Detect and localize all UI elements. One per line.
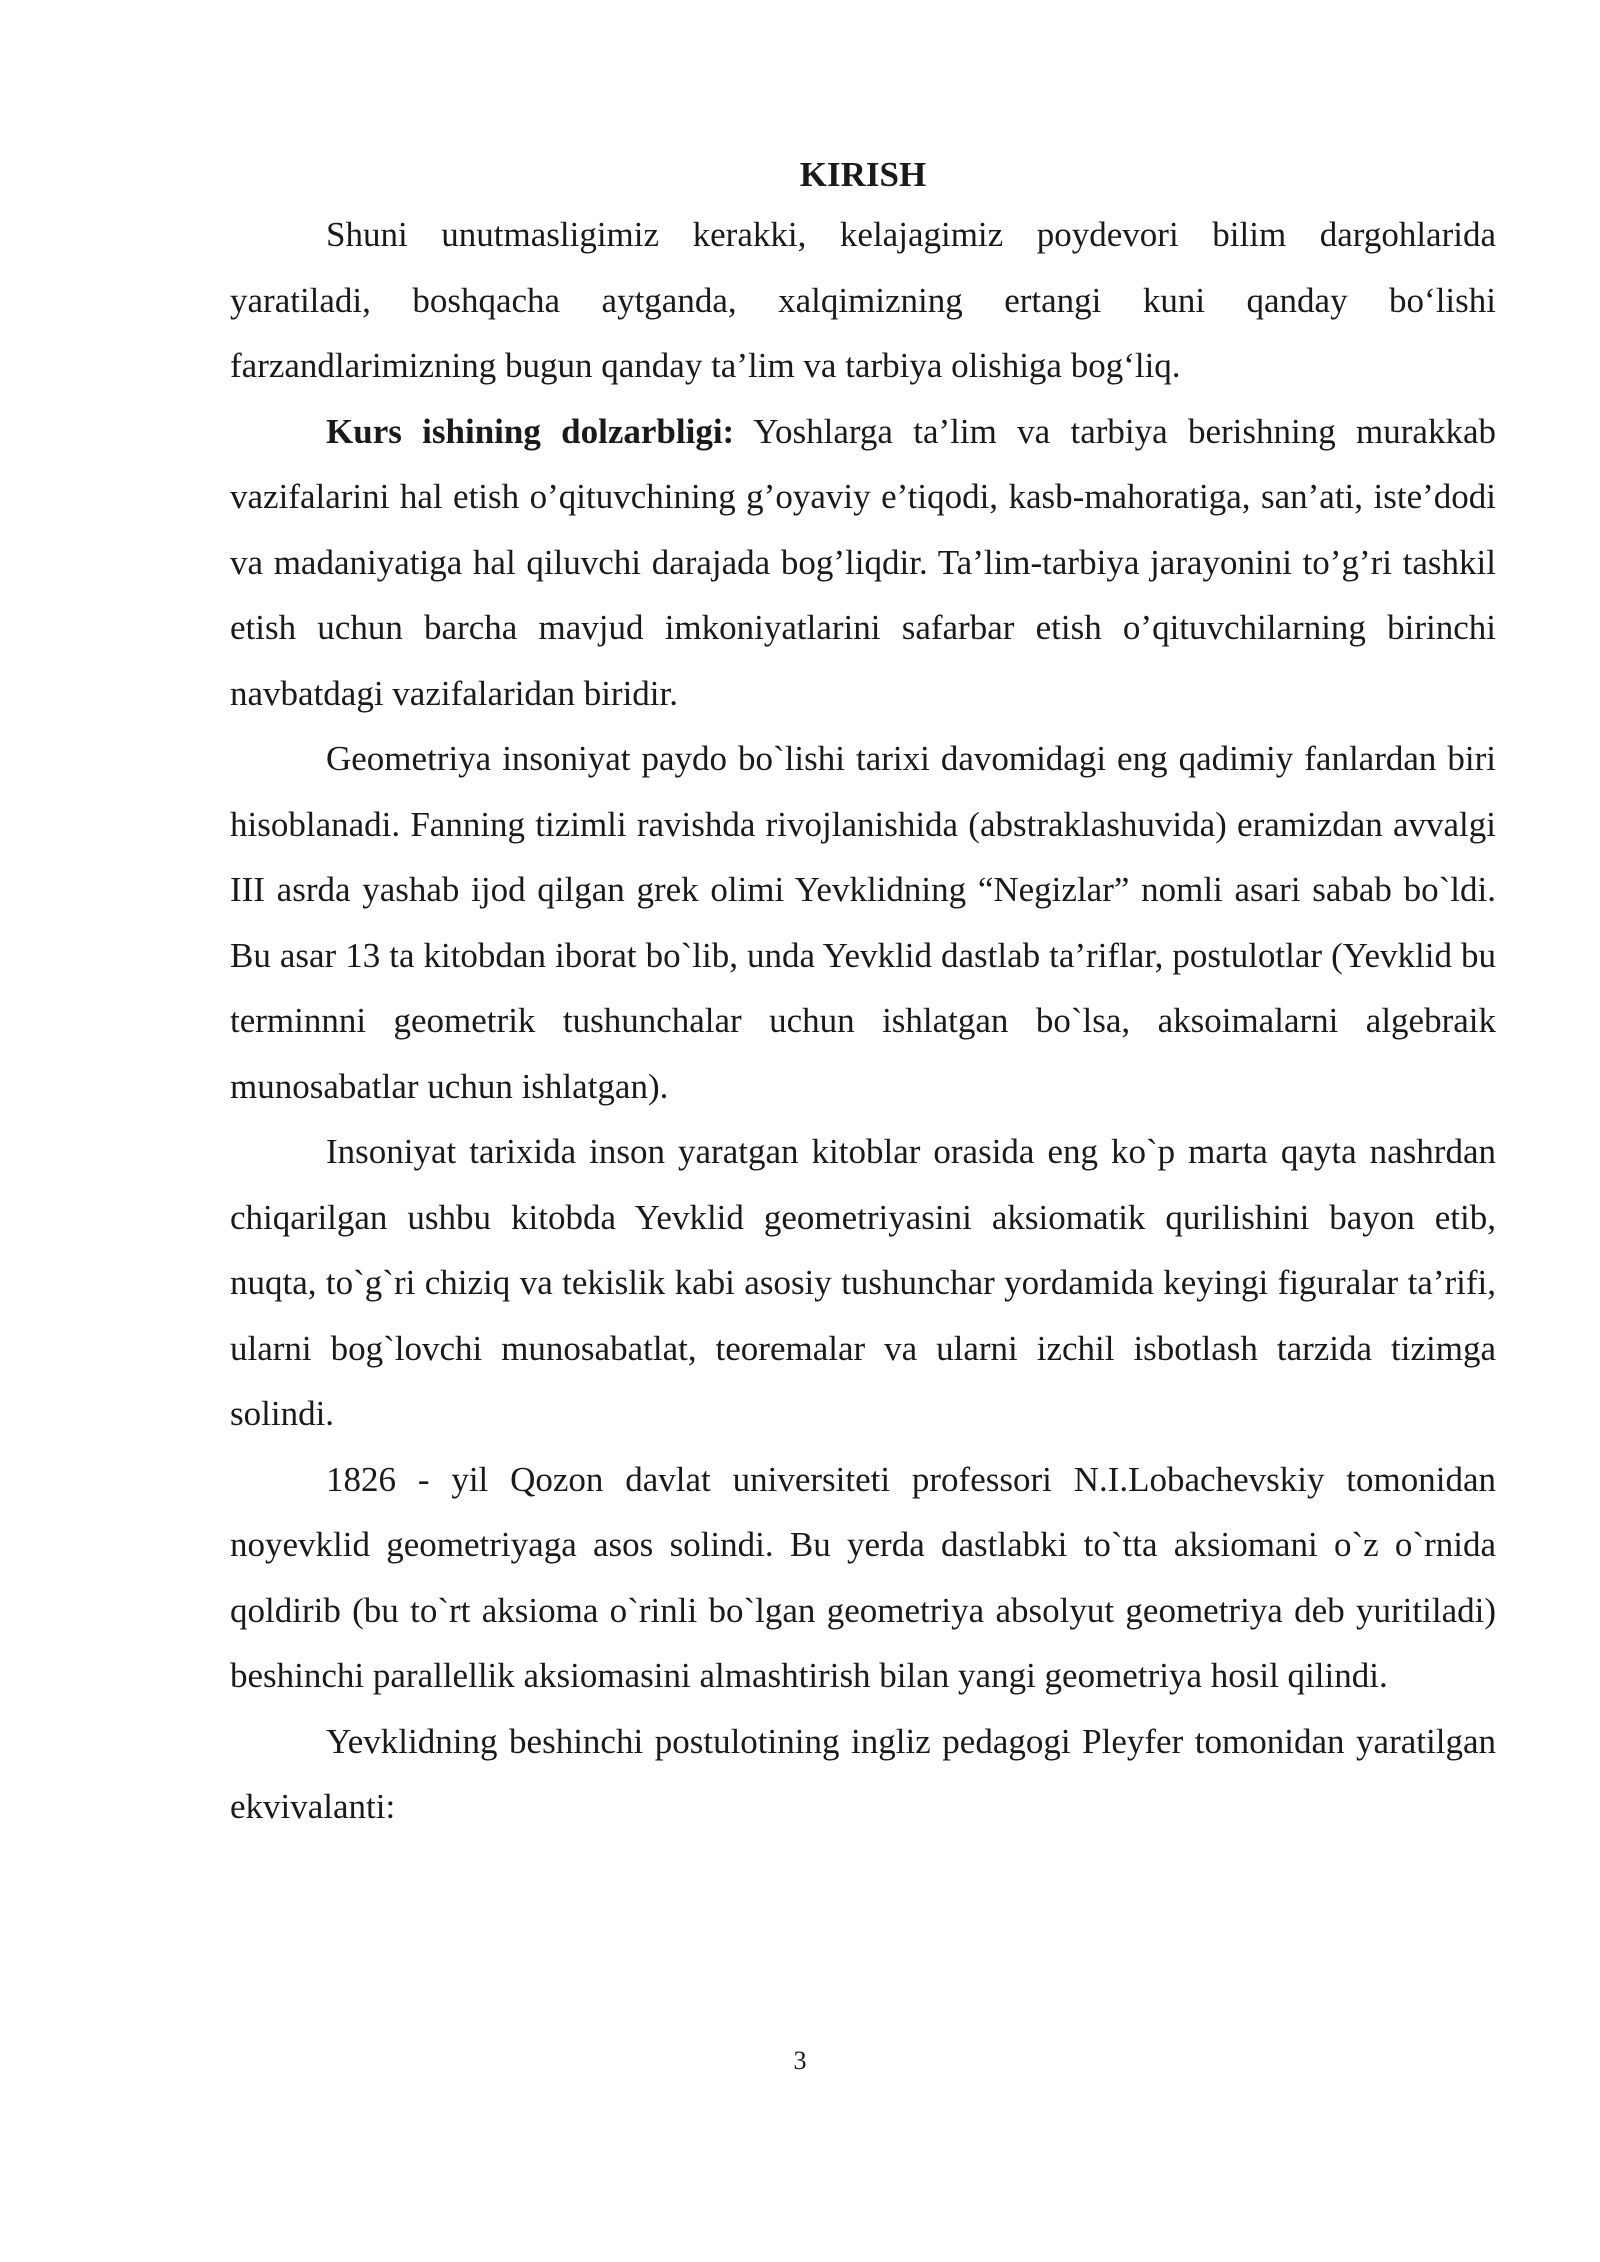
paragraph-text: Geometriya insoniyat paydo bo`lishi tarixi davomidagi eng qadimiy fanlardan biri hisoblanadi. Fanning tizimli ravishda rivojlanishida (abstraklashuvida) eramizdan avvalgi III asrda yashab ijod qilgan grek olimi Yevklidning “Negizlar” nomli asari sabab bo`ldi. Bu asar 13 ta kitobdan iborat bo`lib, unda Yevklid dastlab ta’riflar, postulotlar (Yevklid bu terminnni geometrik tushunchalar uchun ishlatgan bo`lsa, aksoimalarni algebraik munosabatlar uchun ishlatgan). (230, 739, 1496, 1106)
paragraph-text: Insoniyat tarixida inson yaratgan kitoblar orasida eng ko`p marta qayta nashrdan chiqarilgan ushbu kitobda Yevklid geometriyasini aksiomatik qurilishini bayon etib, nuqta, to`g`ri chiziq va tekislik kabi asosiy tushunchar yordamida keyingi figuralar ta’rifi, ularni bog`lovchi munosabatlat, teoremalar va ularni izchil isbotlash tarzida tizimga solindi. (230, 1132, 1496, 1433)
paragraph-text: Yevklidning beshinchi postulotining ingliz pedagogi Pleyfer tomonidan yaratilgan ekvivalanti: (230, 1721, 1496, 1826)
paragraph-euclid-book (230, 1119, 1496, 1447)
paragraph-geometry-history (230, 726, 1496, 1119)
paragraph-text: 1826 - yil Qozon davlat universiteti professori N.I.Lobachevskiy tomonidan noyevklid geometriyaga asos solindi. Bu yerda dastlabki to`tta aksiomani o`z o`rnida qoldirib (bu to`rt aksioma o`rinli bo`lgan geometriya absolyut geometriya deb yuritiladi) beshinchi parallellik aksiomasini almashtirish bilan yangi geometriya hosil qilindi. (230, 1459, 1496, 1695)
section-heading: KIRISH (799, 155, 927, 194)
paragraph-lobachevsky (230, 1447, 1496, 1709)
page-number: 3 (793, 2046, 807, 2075)
paragraph-lead-bold: Kurs ishining dolzarbligi: (326, 411, 735, 451)
paragraph-playfair (230, 1709, 1496, 1840)
paragraph-text: Yoshlarga ta’lim va tarbiya berishning murakkab vazifalarini hal etish o’qituvchining g’oyaviy e’tiqodi, kasb-mahoratiga, san’ati, iste’dodi va madaniyatiga hal qiluvchi darajada bog’liqdir. Ta’lim-tarbiya jarayonini to’g’ri tashkil etish uchun barcha mavjud imkoniyatlarini safarbar etish o’qituvchilarning birinchi navbatdagi vazifalaridan biridir. (230, 411, 1496, 713)
paragraph-intro (230, 202, 1496, 399)
page-content (230, 148, 1496, 1840)
paragraph-relevance (230, 399, 1496, 727)
paragraph-text: Shuni unutmasligimiz kerakki, kelajagimiz poydevori bilim dargohlarida yaratiladi, boshqacha aytganda, xalqimizning ertangi kuni qanday bo‘lishi farzandlarimizning bugun qanday ta’lim va tarbiya olishiga bog‘liq. (230, 215, 1496, 385)
